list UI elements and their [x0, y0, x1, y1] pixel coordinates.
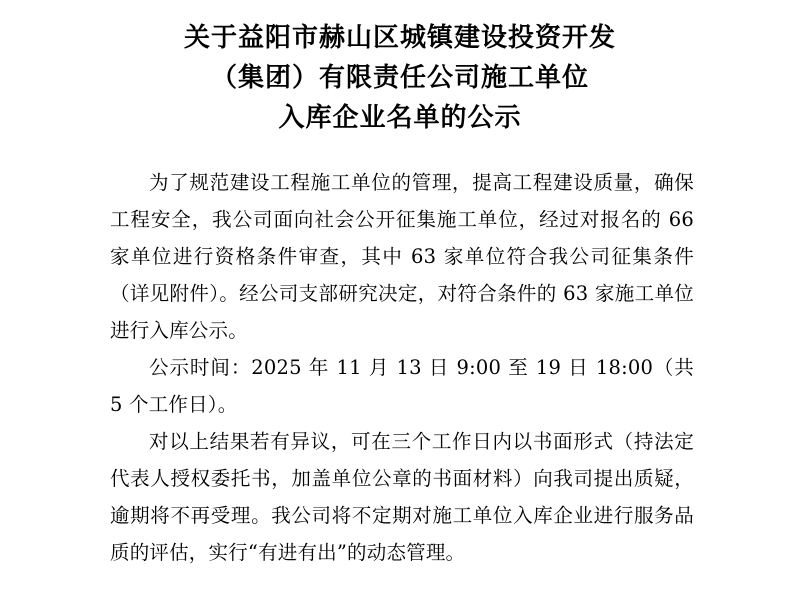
title-line-2: （集团）有限责任公司施工单位	[210, 63, 589, 93]
paragraph-2: 公示时间：2025 年 11 月 13 日 9:00 至 19 日 18:00（共 5 个工作日）。	[110, 356, 694, 416]
paragraph-1: 为了规范建设工程施工单位的管理，提高工程建设质量，确保工程安全，我公司面向社会公开征集施工单位，经过对报名的 66 家单位进行资格条件审查，其中 63 家单位符合我公司征集条件（详见附件）。经公司支部研究决定，对符合条件的 63 家施工单位进行入库公示。	[110, 171, 694, 342]
paragraph-3: 对以上结果若有异议，可在三个工作日内以书面形式（持法定代表人授权委托书，加盖单位公章的书面材料）向我司提出质疑，逾期将不再受理。我公司将不定期对施工单位入库企业进行服务品质的评估，实行“有进有出”的动态管理。	[110, 430, 694, 564]
document-title	[0, 0, 800, 138]
document-body	[0, 164, 800, 571]
title-line-3: 入库企业名单的公示	[278, 103, 522, 133]
title-line-1: 关于益阳市赫山区城镇建设投资开发	[183, 23, 616, 53]
